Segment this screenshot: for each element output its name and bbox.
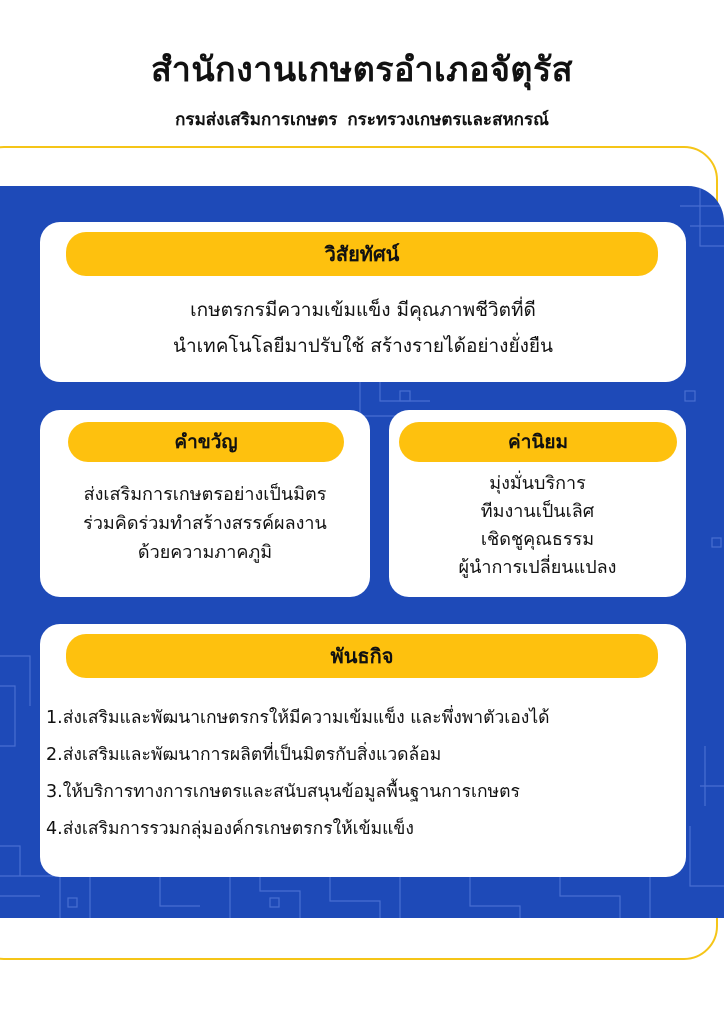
vision-line: เกษตรกรมีความเข้มแข็ง มีคุณภาพชีวิตที่ดี: [190, 299, 536, 321]
values-heading: ค่านิยม: [399, 422, 677, 462]
values-line: เชิดชูคุณธรรม: [480, 529, 595, 550]
slogan-card: [40, 410, 370, 597]
values-line: ทีมงานเป็นเลิศ: [480, 501, 595, 522]
list-item: 1.ส่งเสริมและพัฒนาเกษตรกรให้มีความเข้มแข็ง และพึ่งพาตัวเองได้: [46, 708, 550, 728]
page-title: สำนักงานเกษตรอำเภอจัตุรัส: [150, 50, 574, 90]
values-line: ผู้นำการเปลี่ยนแปลง: [458, 557, 617, 578]
mission-list: [46, 700, 696, 848]
vision-line: นำเทคโนโลยีมาปรับใช้ สร้างรายได้อย่างยั่งยืน: [173, 335, 553, 357]
vision-card: [40, 222, 686, 382]
list-item: 2.ส่งเสริมและพัฒนาการผลิตที่เป็นมิตรกับสิ่งแวดล้อม: [46, 745, 442, 765]
mission-heading: พันธกิจ: [66, 634, 658, 678]
slogan-line: ด้วยความภาคภูมิ: [137, 542, 273, 563]
vision-heading: วิสัยทัศน์: [66, 232, 658, 276]
page-subtitle: กรมส่งเสริมการเกษตร กระทรวงเกษตรและสหกรณ์: [175, 110, 549, 130]
slogan-line: ร่วมคิดร่วมทำสร้างสรรค์ผลงาน: [83, 513, 327, 534]
values-line: มุ่งมั่นบริการ: [489, 473, 586, 494]
slogan-line: ส่งเสริมการเกษตรอย่างเป็นมิตร: [83, 484, 327, 505]
list-item: 3.ให้บริการทางการเกษตรและสนับสนุนข้อมูลพื้นฐานการเกษตร: [46, 782, 520, 802]
slogan-heading: คำขวัญ: [68, 422, 344, 462]
values-card: [389, 410, 686, 597]
list-item: 4.ส่งเสริมการรวมกลุ่มองค์กรเกษตรกรให้เข้มแข็ง: [46, 819, 414, 839]
